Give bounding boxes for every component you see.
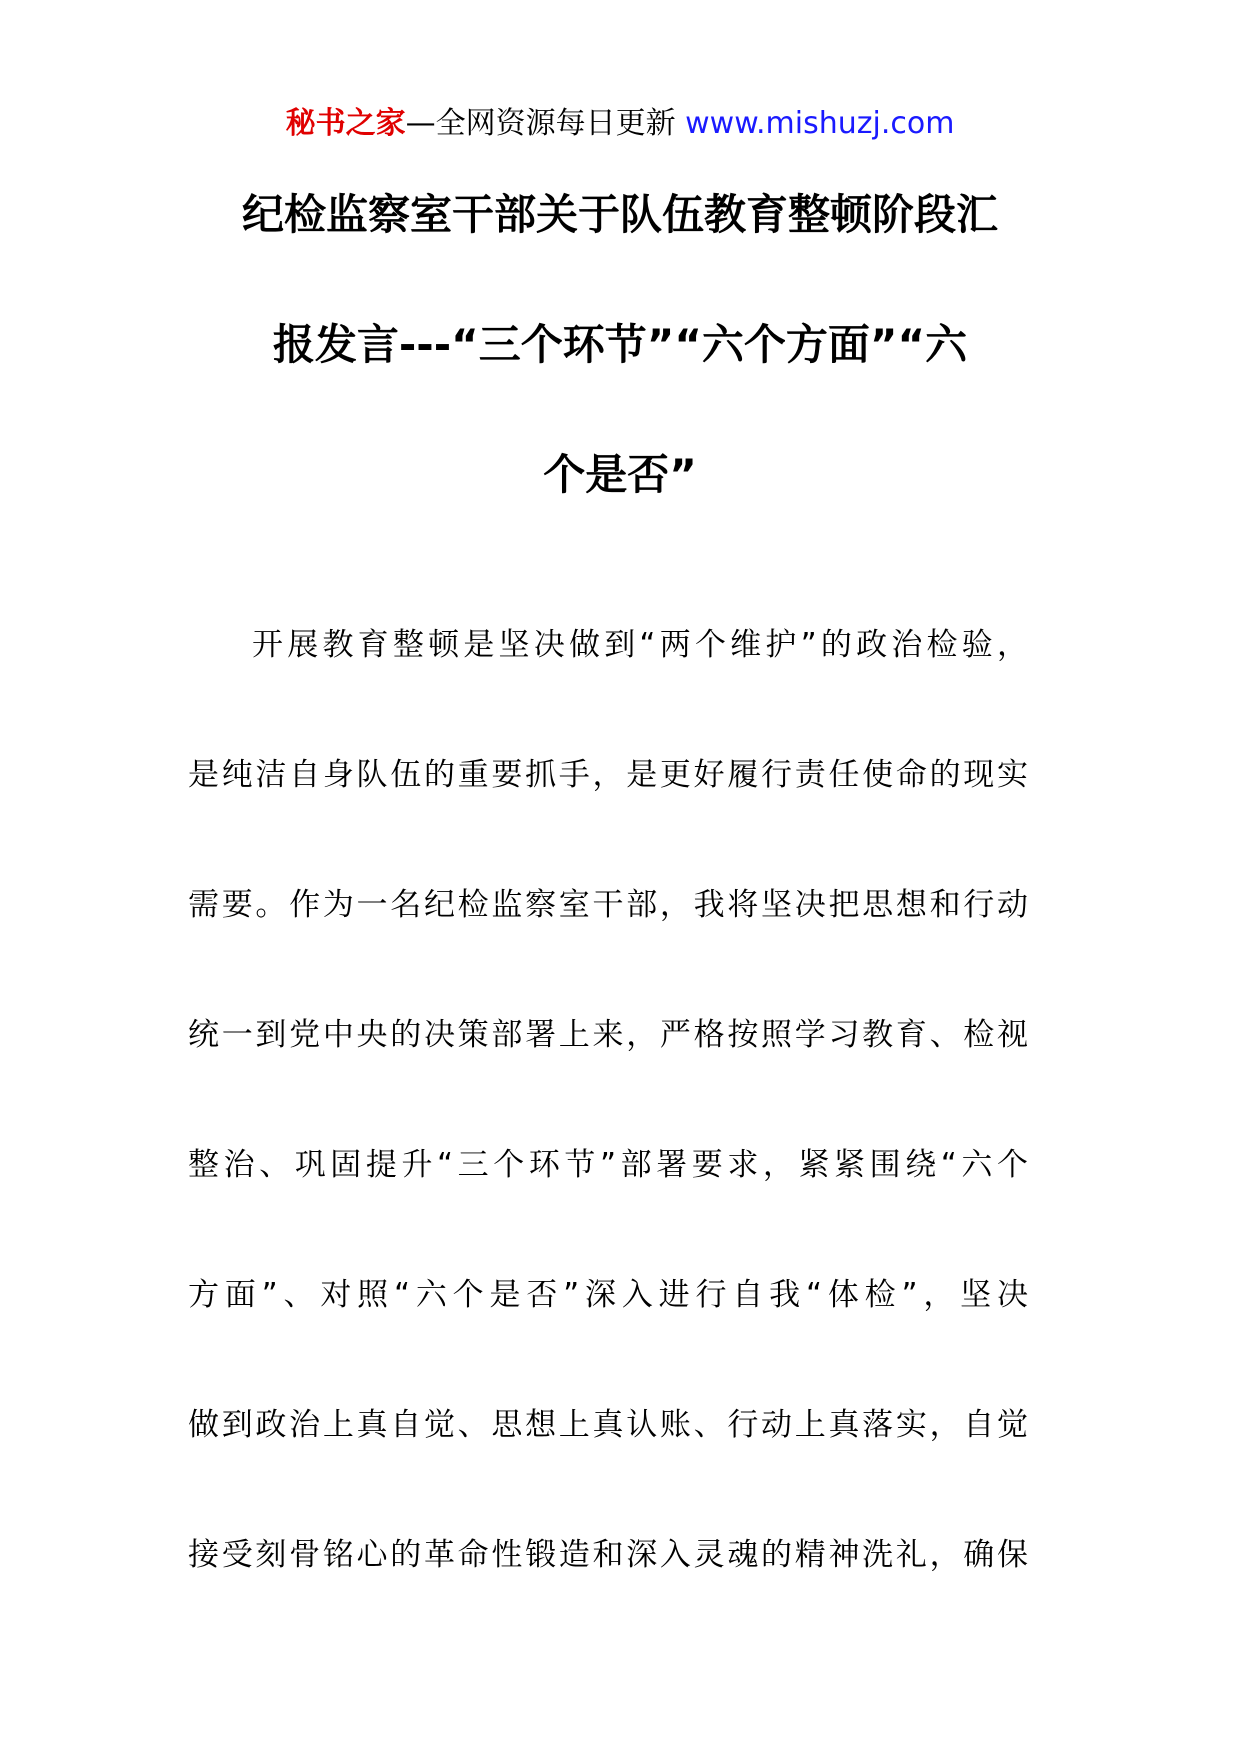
- body-line: [188, 970, 1028, 1100]
- body-line: [188, 1490, 1028, 1620]
- body-line: [188, 580, 1028, 710]
- site-brand: 秘书之家: [285, 106, 406, 141]
- body-line: [188, 1360, 1028, 1490]
- site-url-link[interactable]: www.mishuzj.com: [685, 106, 955, 141]
- title-line: 报发言---“三个环节”“六个方面”“六: [272, 320, 968, 369]
- document-title: [185, 150, 1055, 540]
- title-line: 个是否”: [543, 450, 697, 499]
- body-line: [188, 1230, 1028, 1360]
- body-line-text: 做到政治上真自觉、思想上真认账、行动上真落实，自觉: [188, 1407, 1028, 1443]
- body-line-text: 是纯洁自身队伍的重要抓手，是更好履行责任使命的现实: [188, 757, 1028, 793]
- body-line-text: 整治、巩固提升“三个环节”部署要求，紧紧围绕“六个: [188, 1147, 1028, 1183]
- body-line-text: 需要。作为一名纪检监察室干部，我将坚决把思想和行动: [188, 887, 1028, 923]
- body-line-text: 统一到党中央的决策部署上来，严格按照学习教育、检视: [188, 1017, 1028, 1053]
- body-line-text: 开展教育整顿是坚决做到“两个维护”的政治检验，: [252, 627, 1028, 663]
- body-paragraph: [188, 580, 1028, 1620]
- body-line: [188, 840, 1028, 970]
- body-line: [188, 1100, 1028, 1230]
- body-line-text: 方面”、对照“六个是否”深入进行自我“体检”，坚决: [188, 1277, 1028, 1313]
- site-tagline: —全网资源每日更新: [405, 106, 676, 141]
- body-line-text: 接受刻骨铭心的革命性锻造和深入灵魂的精神洗礼，确保: [188, 1537, 1028, 1573]
- body-line: [188, 710, 1028, 840]
- title-line: 纪检监察室干部关于队伍教育整顿阶段汇: [241, 190, 998, 239]
- site-header: [0, 102, 1240, 146]
